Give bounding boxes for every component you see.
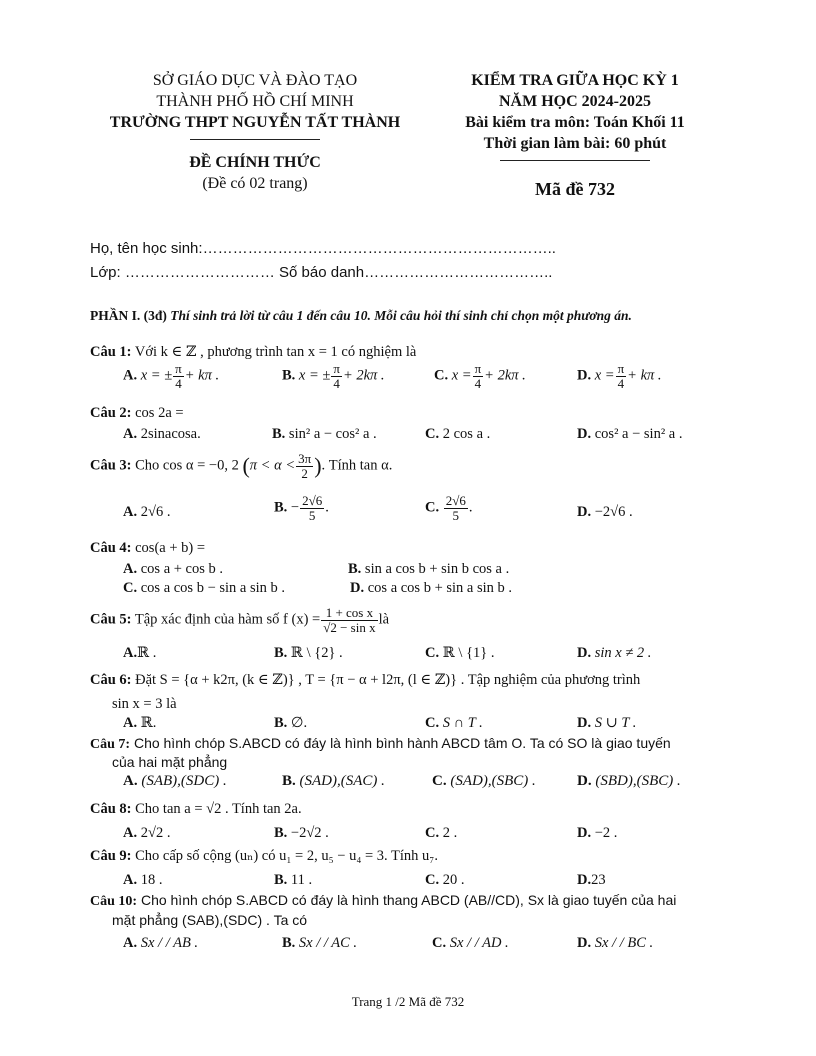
part-text: Thí sinh trả lời từ câu 1 đến câu 10. Mỗi câu hỏi thí sinh chỉ chọn một phương án. [170, 308, 632, 323]
duration: Thời gian làm bài: 60 phút [483, 135, 667, 152]
q7-option-c[interactable]: C. (SAD),(SBC) . [432, 773, 536, 789]
q5-option-b[interactable]: B. ℝ \ {2} . [274, 645, 343, 661]
q10-option-b[interactable]: B. Sx / / AC . [282, 935, 358, 951]
q7-option-b[interactable]: B. (SAD),(SAC) . [282, 773, 385, 789]
q1-option-c[interactable]: C. x = $\frac{\pi}{4}$ + 2kπ . [434, 361, 526, 391]
q2-option-c[interactable]: C. 2 cos a . [425, 426, 491, 442]
header-left [90, 70, 420, 194]
q4-option-d[interactable]: D. cos a cos b + sin a sin b . [350, 580, 513, 596]
city-name: THÀNH PHỐ HỒ CHÍ MINH [156, 93, 354, 110]
q9-option-b[interactable]: B. 11 . [274, 872, 313, 888]
q6-option-a[interactable]: A. ℝ. [123, 715, 157, 731]
question-7-cont: của hai mặt phẳng [112, 754, 228, 770]
question-1 [90, 344, 730, 361]
school-name: TRƯỜNG THPT NGUYỄN TẤT THÀNH [109, 114, 401, 131]
official-label: ĐỀ CHÍNH THỨC [189, 154, 321, 171]
divider [190, 139, 320, 140]
q7-option-d[interactable]: D. (SBD),(SBC) . [577, 773, 681, 789]
q3-option-b[interactable]: B. − $\frac{2√6}{5}$ . [274, 493, 329, 523]
q2-option-d[interactable]: D. cos² a − sin² a . [577, 426, 683, 442]
q5-option-c[interactable]: C. ℝ \ {1} . [425, 645, 495, 661]
question-9: Câu 9: Cho cấp số cộng (uₙ) có u₁ = 2, u₅ − u₄ = 3. Tính u₇. [90, 848, 438, 864]
q8-option-d[interactable]: D. −2 . [577, 825, 618, 841]
student-name-line: Họ, tên học sinh:…………………………………………………………….. [90, 240, 556, 257]
q5-option-d[interactable]: D. sin x ≠ 2 . [577, 645, 652, 661]
q10-option-c[interactable]: C. Sx / / AD . [432, 935, 509, 951]
q6-option-d[interactable]: D. S ∪ T . [577, 715, 637, 731]
exam-title: KIỂM TRA GIỮA HỌC KỲ 1 [471, 72, 679, 89]
divider [500, 160, 650, 161]
q4-option-c[interactable]: C. cos a cos b − sin a sin b . [123, 580, 286, 596]
question-10-cont: mặt phẳng (SAB),(SDC) . Ta có [112, 912, 308, 928]
q5-option-a[interactable]: A.ℝ . [123, 645, 157, 661]
pages-note: (Đề có 02 trang) [202, 175, 308, 192]
school-year: NĂM HỌC 2024-2025 [499, 93, 651, 110]
q8-option-c[interactable]: C. 2 . [425, 825, 458, 841]
q1-option-a[interactable]: A. x = ± $\frac{\pi}{4}$ + kπ . [123, 361, 220, 391]
q3-option-c[interactable]: C. $\frac{2√6}{5}$ . [425, 493, 473, 523]
page-footer: Trang 1 /2 Mã đề 732 [351, 994, 465, 1009]
q7-option-a[interactable]: A. (SAB),(SDC) . [123, 773, 227, 789]
q9-option-a[interactable]: A. 18 . [123, 872, 163, 888]
question-3: Câu 3: Cho cos α = −0, 2 (π < α < $\frac{3\pi}{2}$ ). Tính tan α. [90, 451, 393, 481]
question-2: Câu 2: cos 2a = [90, 405, 184, 421]
department-name: SỞ GIÁO DỤC VÀ ĐÀO TẠO [152, 72, 358, 89]
q9-option-d[interactable]: D.23 [577, 872, 606, 888]
q3-option-d[interactable]: D. −2√6 . [577, 504, 633, 520]
question-7: Câu 7: Cho hình chóp S.ABCD có đáy là hình bình hành ABCD tâm O. Ta có SO là giao tuyến [90, 735, 671, 752]
q4-option-b[interactable]: B. sin a cos b + sin b cos a . [348, 561, 510, 577]
q10-option-a[interactable]: A. Sx / / AB . [123, 935, 199, 951]
q4-option-a[interactable]: A. cos a + cos b . [123, 561, 224, 577]
question-label: Câu 1: [90, 344, 132, 360]
student-class-line: Lớp: ………………………… Số báo danh……………………………….. [90, 264, 553, 281]
q2-option-b[interactable]: B. sin² a − cos² a . [272, 426, 377, 442]
question-6: Câu 6: Đặt S = {α + k2π, (k ∈ ℤ)} , T = {π − α + l2π, (l ∈ ℤ)} . Tập nghiệm của phương trình [90, 672, 641, 688]
q2-option-a[interactable]: A. 2sinacosa. [123, 426, 201, 442]
q1-option-d[interactable]: D. x = $\frac{\pi}{4}$ + kπ . [577, 361, 662, 391]
q9-option-c[interactable]: C. 20 . [425, 872, 465, 888]
question-text: Với k ∈ ℤ , phương trình tan x = 1 có nghiệm là [134, 344, 417, 360]
part-label: PHẦN I. (3đ) [90, 308, 167, 323]
question-6-cont: sin x = 3 là [112, 696, 177, 712]
part-instruction [90, 308, 730, 324]
subject: Bài kiểm tra môn: Toán Khối 11 [465, 114, 685, 131]
q10-option-d[interactable]: D. Sx / / BC . [577, 935, 654, 951]
question-10: Câu 10: Cho hình chóp S.ABCD có đáy là hình thang ABCD (AB//CD), Sx là giao tuyến của hai [90, 892, 677, 909]
q3-option-a[interactable]: A. 2√6 . [123, 504, 171, 520]
q1-option-b[interactable]: B. x = ± $\frac{\pi}{4}$ + 2kπ . [282, 361, 385, 391]
header-right [440, 70, 710, 200]
q8-option-b[interactable]: B. −2√2 . [274, 825, 329, 841]
question-5: Câu 5: Tập xác định của hàm số f (x) = $\frac{\text{1 + cos x}}{\text{√2 − sin x}}$ là [90, 605, 390, 635]
q6-option-b[interactable]: B. ∅. [274, 715, 308, 731]
question-8: Câu 8: Cho tan a = √2 . Tính tan 2a. [90, 801, 302, 817]
q6-option-c[interactable]: C. S ∩ T . [425, 715, 483, 731]
q8-option-a[interactable]: A. 2√2 . [123, 825, 171, 841]
exam-code: Mã đề 732 [535, 179, 615, 199]
question-4: Câu 4: cos(a + b) = [90, 540, 206, 556]
